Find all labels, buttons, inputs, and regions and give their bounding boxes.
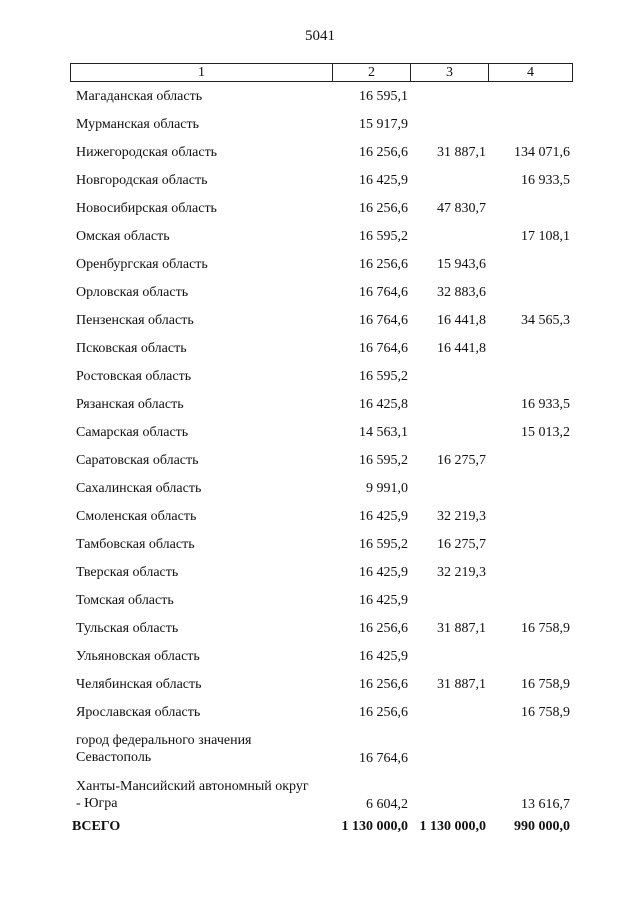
value-col-3: 47 830,7 bbox=[437, 201, 486, 216]
value-col-2: 16 425,9 bbox=[359, 509, 408, 524]
region-name: Рязанская область bbox=[76, 397, 184, 412]
region-name: Орловская область bbox=[76, 285, 189, 300]
value-col-4: 16 758,9 bbox=[521, 705, 570, 720]
region-name: Смоленская область bbox=[76, 509, 197, 524]
region-name: Оренбургская область bbox=[76, 257, 208, 272]
value-col-2: 16 256,6 bbox=[359, 257, 408, 272]
region-name: Ханты-Мансийский автономный округ - Югра bbox=[76, 779, 309, 811]
region-name: Магаданская область bbox=[76, 89, 203, 104]
region-name: Тверская область bbox=[76, 565, 179, 580]
value-col-2: 16 256,6 bbox=[359, 705, 408, 720]
table-row bbox=[0, 504, 640, 532]
value-col-2: 14 563,1 bbox=[359, 425, 408, 440]
region-name: город федерального значения Севастополь bbox=[76, 733, 252, 765]
table-row bbox=[0, 644, 640, 672]
region-name: Псковская область bbox=[76, 341, 187, 356]
column-header-2: 2 bbox=[333, 64, 411, 82]
column-header-1: 1 bbox=[71, 64, 333, 82]
value-col-3: 31 887,1 bbox=[437, 621, 486, 636]
value-col-2: 16 425,9 bbox=[359, 565, 408, 580]
region-name: Ульяновская область bbox=[76, 649, 200, 664]
value-col-2: 16 764,6 bbox=[359, 751, 408, 766]
value-col-4: 16 933,5 bbox=[521, 173, 570, 188]
value-col-2: 6 604,2 bbox=[366, 797, 408, 812]
value-col-3: 16 441,8 bbox=[437, 341, 486, 356]
table-row bbox=[0, 112, 640, 140]
value-col-2: 16 764,6 bbox=[359, 313, 408, 328]
value-col-2: 15 917,9 bbox=[359, 117, 408, 132]
total-row bbox=[0, 818, 640, 838]
column-header-table bbox=[70, 63, 573, 82]
value-col-2: 16 425,9 bbox=[359, 649, 408, 664]
total-col-3: 1 130 000,0 bbox=[419, 819, 486, 834]
value-col-4: 16 758,9 bbox=[521, 621, 570, 636]
table-row bbox=[0, 672, 640, 700]
value-col-4: 17 108,1 bbox=[521, 229, 570, 244]
column-header-3: 3 bbox=[411, 64, 489, 82]
region-name: Ярославская область bbox=[76, 705, 201, 720]
region-name: Сахалинская область bbox=[76, 481, 202, 496]
value-col-2: 16 256,6 bbox=[359, 145, 408, 160]
value-col-2: 16 595,2 bbox=[359, 369, 408, 384]
region-name: Мурманская область bbox=[76, 117, 200, 132]
table-row bbox=[0, 392, 640, 420]
table-row bbox=[0, 532, 640, 560]
total-label: ВСЕГО bbox=[72, 819, 121, 834]
region-name: Тамбовская область bbox=[76, 537, 195, 552]
region-name: Новгородская область bbox=[76, 173, 208, 188]
value-col-3: 32 883,6 bbox=[437, 285, 486, 300]
table-row bbox=[0, 280, 640, 308]
table-row bbox=[0, 700, 640, 728]
value-col-4: 134 071,6 bbox=[514, 145, 570, 160]
value-col-2: 9 991,0 bbox=[366, 481, 408, 496]
value-col-2: 16 595,1 bbox=[359, 89, 408, 104]
value-col-2: 16 595,2 bbox=[359, 453, 408, 468]
total-col-4: 990 000,0 bbox=[514, 819, 570, 834]
value-col-4: 16 758,9 bbox=[521, 677, 570, 692]
table-row bbox=[0, 196, 640, 224]
region-name: Омская область bbox=[76, 229, 170, 244]
region-name: Челябинская область bbox=[76, 677, 202, 692]
region-name: Ростовская область bbox=[76, 369, 192, 384]
value-col-2: 16 764,6 bbox=[359, 285, 408, 300]
column-header-4: 4 bbox=[489, 64, 573, 82]
table-row bbox=[0, 140, 640, 168]
value-col-2: 16 595,2 bbox=[359, 229, 408, 244]
value-col-2: 16 256,6 bbox=[359, 201, 408, 216]
table-row bbox=[0, 84, 640, 112]
column-header-row bbox=[71, 64, 573, 82]
table-row bbox=[0, 168, 640, 196]
region-name: Томская область bbox=[76, 593, 174, 608]
value-col-2: 16 764,6 bbox=[359, 341, 408, 356]
value-col-2: 16 425,9 bbox=[359, 173, 408, 188]
value-col-4: 34 565,3 bbox=[521, 313, 570, 328]
table-row bbox=[0, 448, 640, 476]
region-name: Саратовская область bbox=[76, 453, 199, 468]
region-name: Пензенская область bbox=[76, 313, 194, 328]
value-col-4: 15 013,2 bbox=[521, 425, 570, 440]
value-col-3: 32 219,3 bbox=[437, 565, 486, 580]
value-col-3: 32 219,3 bbox=[437, 509, 486, 524]
value-col-2: 16 425,8 bbox=[359, 397, 408, 412]
table-row bbox=[0, 616, 640, 644]
value-col-2: 16 595,2 bbox=[359, 537, 408, 552]
table-row bbox=[0, 774, 640, 820]
table-row bbox=[0, 252, 640, 280]
value-col-3: 31 887,1 bbox=[437, 145, 486, 160]
table-row bbox=[0, 308, 640, 336]
value-col-4: 16 933,5 bbox=[521, 397, 570, 412]
value-col-3: 15 943,6 bbox=[437, 257, 486, 272]
value-col-2: 16 425,9 bbox=[359, 593, 408, 608]
table-row bbox=[0, 224, 640, 252]
table-row bbox=[0, 336, 640, 364]
region-name: Новосибирская область bbox=[76, 201, 217, 216]
value-col-2: 16 256,6 bbox=[359, 677, 408, 692]
region-name: Тульская область bbox=[76, 621, 179, 636]
page-number: 5041 bbox=[305, 28, 335, 44]
value-col-2: 16 256,6 bbox=[359, 621, 408, 636]
region-name: Самарская область bbox=[76, 425, 189, 440]
table-row bbox=[0, 728, 640, 774]
table-row bbox=[0, 476, 640, 504]
value-col-3: 31 887,1 bbox=[437, 677, 486, 692]
value-col-3: 16 275,7 bbox=[437, 537, 486, 552]
table-body bbox=[0, 84, 640, 820]
table-row bbox=[0, 560, 640, 588]
region-name: Нижегородская область bbox=[76, 145, 218, 160]
value-col-3: 16 441,8 bbox=[437, 313, 486, 328]
value-col-4: 13 616,7 bbox=[521, 797, 570, 812]
table-row bbox=[0, 588, 640, 616]
value-col-3: 16 275,7 bbox=[437, 453, 486, 468]
table-row bbox=[0, 364, 640, 392]
total-col-2: 1 130 000,0 bbox=[341, 819, 408, 834]
table-row bbox=[0, 420, 640, 448]
